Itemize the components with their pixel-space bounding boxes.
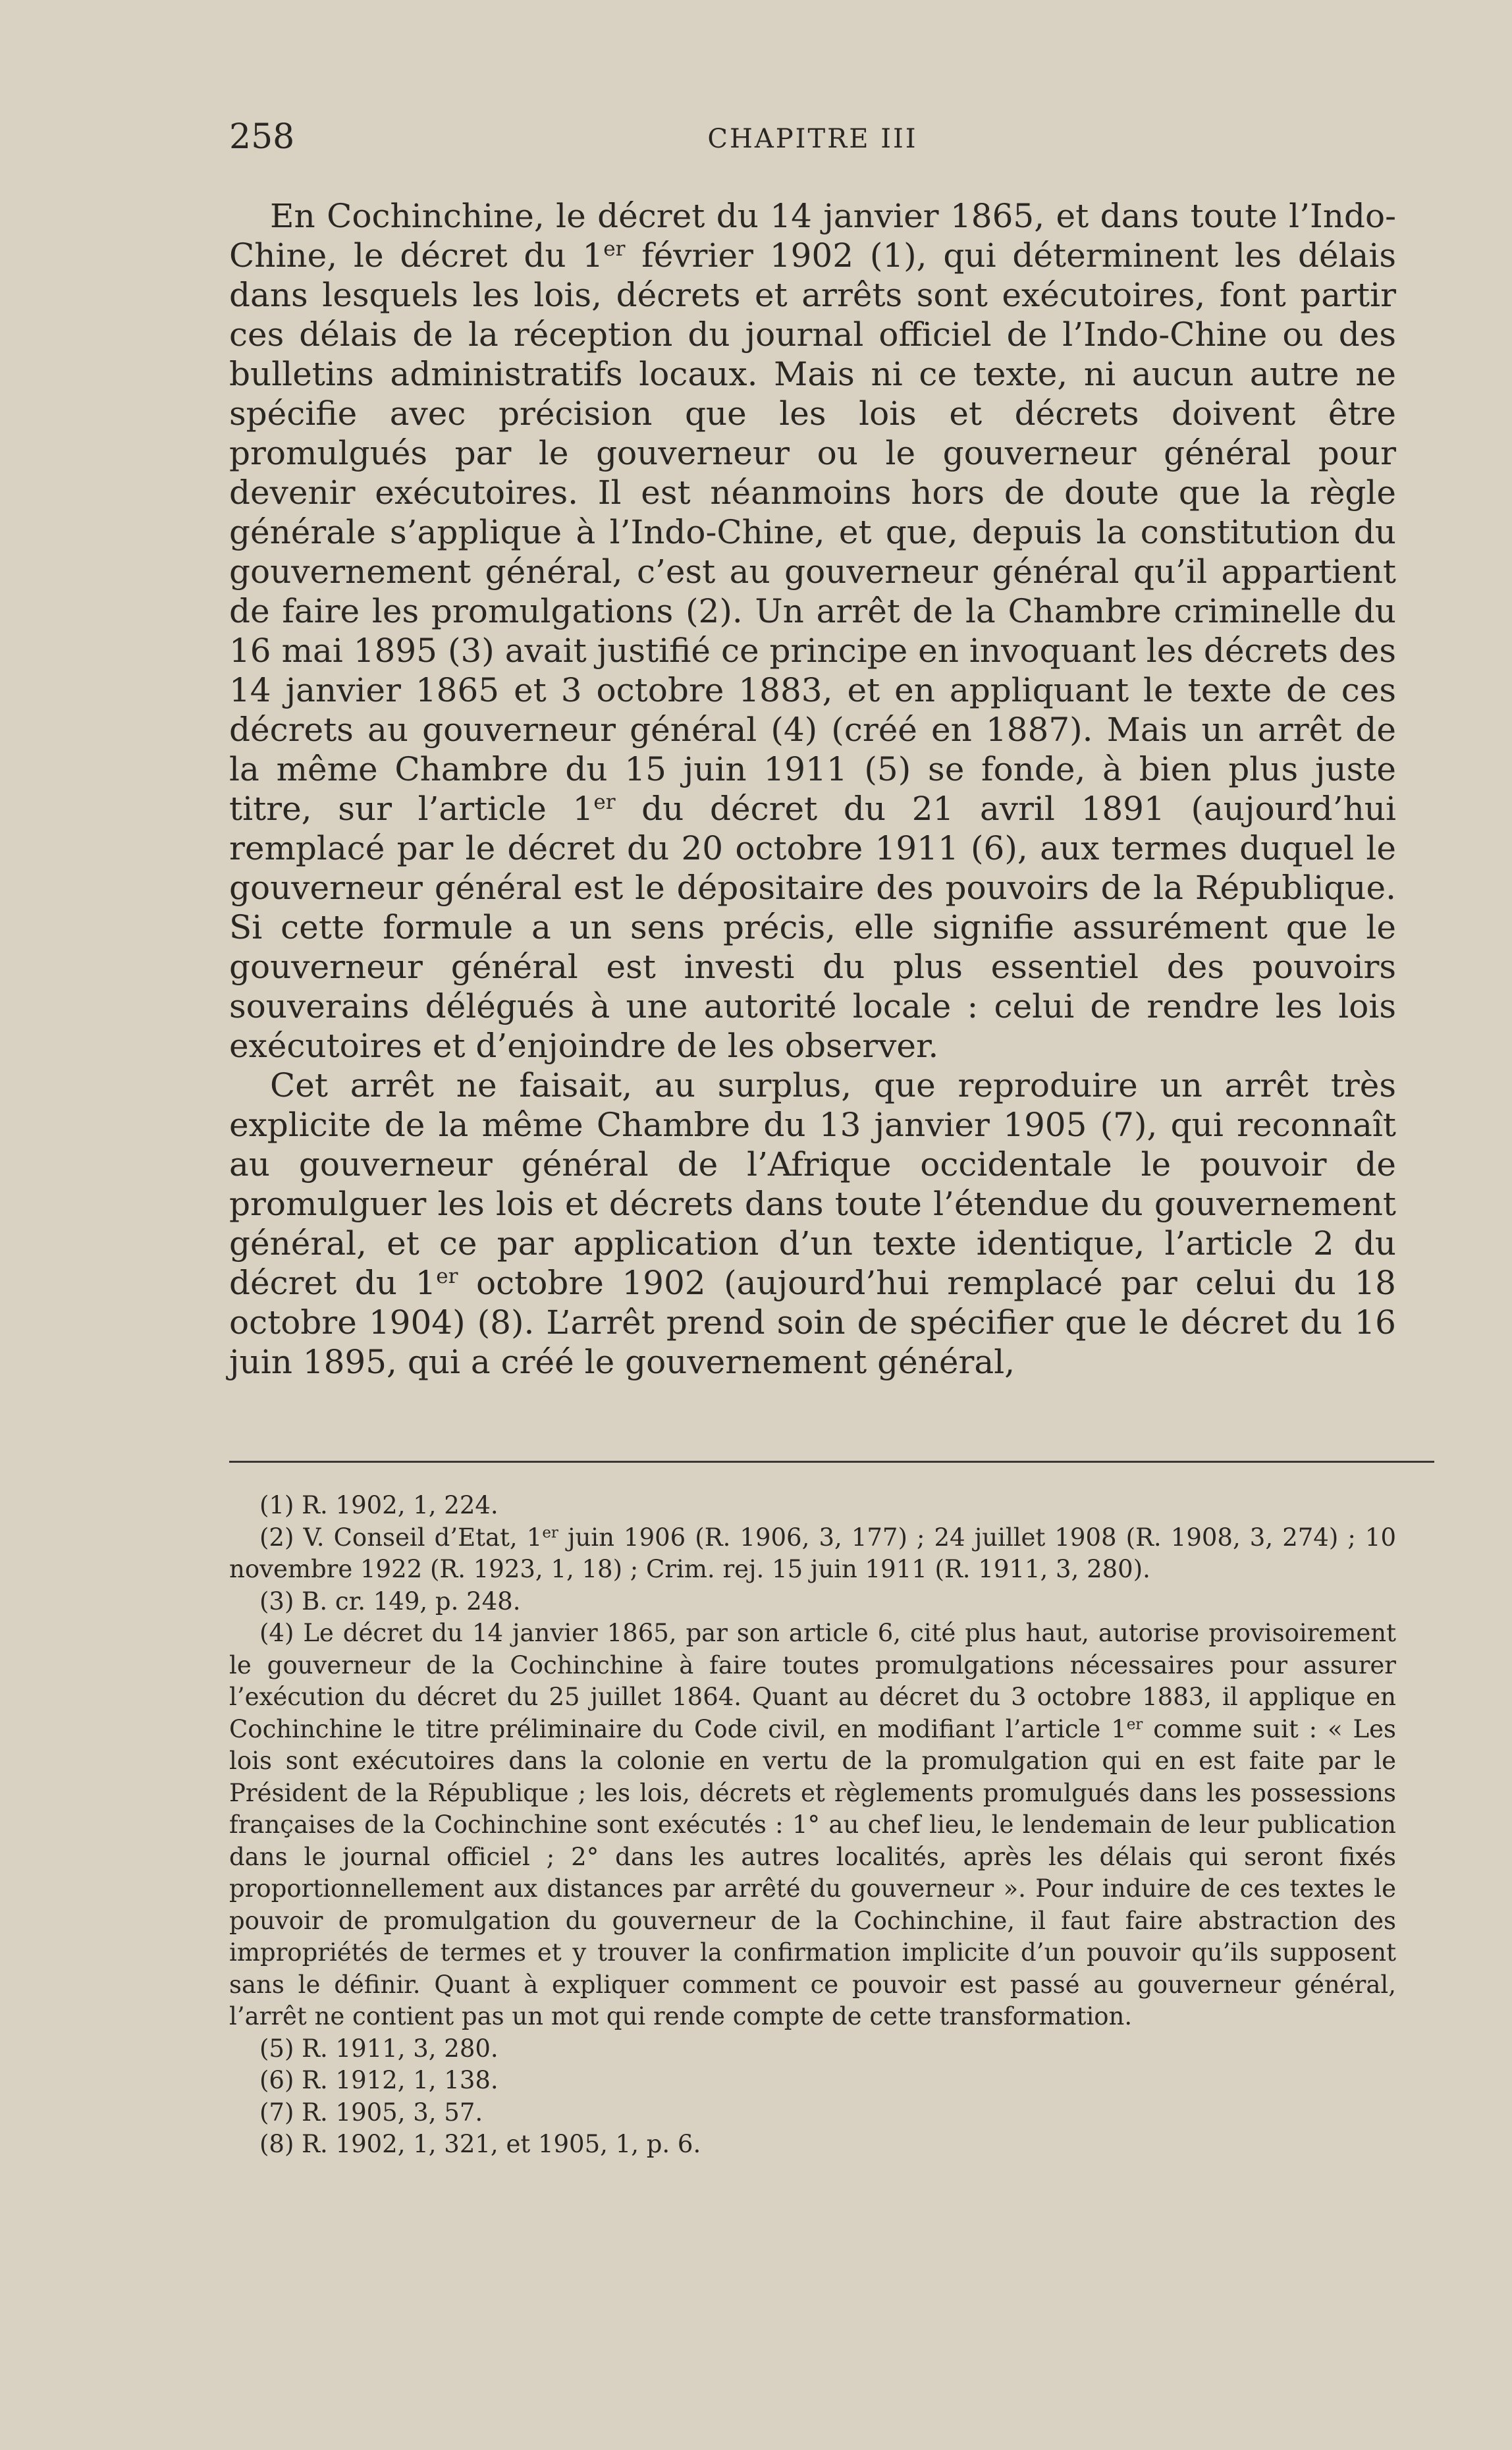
footnote-3: (3) B. cr. 149, p. 248. (259, 1587, 521, 1616)
page-number: 258 (229, 117, 295, 157)
footnote-5: (5) R. 1911, 3, 280. (259, 2034, 499, 2063)
paragraph-1: En Cochinchine, le décret du 14 janvier 1865, et dans toute l’Indo-Chine, le décret du 1er février 1902 (1), qui déterminent les délais dans lesquels les lois, décrets et arrêts sont exécutoires, font partir ces délais de la réception du journal officiel de l’Indo-Chine ou des bulletins administratifs locaux. Mais ni ce texte, ni aucun autre ne spécifie avec précision que les lois et décrets doivent être promulgués par le gouverneur ou le gouverneur général pour devenir exécutoires. Il est néanmoins hors de doute que la règle générale s’applique à l’Indo-Chine, et que, depuis la constitution du gouvernement général, c’est au gouverneur général qu’il appartient de faire les promulgations (2). Un arrêt de la Chambre criminelle du 16 mai 1895 (3) avait justifié ce principe en invoquant les décrets des 14 janvier 1865 et 3 octobre 1883, et en appliquant le texte de ces décrets au gouverneur général (4) (créé en 1887). Mais un arrêt de la même Chambre du 15 juin 1911 (5) se fonde, à bien plus juste titre, sur l’article 1er du décret du 21 avril 1891 (aujourd’hui remplacé par le décret du 20 octobre 1911 (6), aux termes duquel le gouverneur général est le dépositaire des pouvoirs de la République. Si cette formule a un sens précis, elle signifie assurément que le gouverneur général est investi du plus essentiel des pouvoirs souverains délégués à une autorité locale : celui de rendre les lois exécutoires et d’enjoindre de les observer. (229, 197, 1396, 1065)
footnote-7: (7) R. 1905, 3, 57. (259, 2098, 483, 2127)
footnote-4: (4) Le décret du 14 janvier 1865, par son article 6, cité plus haut, autorise provisoirement le gouverneur de la Cochinchine à faire toutes promulgations nécessaires pour assurer l’exécution du décret du 25 juillet 1864. Quant au décret du 3 octobre 1883, il applique en Cochinchine le titre préliminaire du Code civil, en modifiant l’article 1er comme suit : « Les lois sont exécutoires dans la colonie en vertu de la promulgation qui en est faite par le Président de la République ; les lois, décrets et règlements promulgués dans les possessions françaises de la Cochinchine sont exécutés : 1° au chef lieu, le lendemain de leur publication dans le journal officiel ; 2° dans les autres localités, après les délais qui seront fixés proportionnellement aux distances par arrêté du gouverneur ». Pour induire de ces textes le pouvoir de promulgation du gouverneur de la Cochinchine, il faut faire abstraction des impropriétés de termes et y trouver la confirmation implicite d’un pouvoir qu’ils supposent sans le définir. Quant à expliquer comment ce pouvoir est passé au gouverneur général, l’arrêt ne contient pas un mot qui rende compte de cette transformation. (229, 1619, 1397, 2030)
footnote-8: (8) R. 1902, 1, 321, et 1905, 1, p. 6. (259, 2130, 701, 2158)
footnotes (229, 1490, 1396, 2161)
footnote-1: (1) R. 1902, 1, 224. (259, 1491, 499, 1519)
page-header (229, 117, 1396, 163)
paragraph-2: Cet arrêt ne faisait, au surplus, que reproduire un arrêt très explicite de la même Chambre du 13 janvier 1905 (7), qui reconnaît au gouverneur général de l’Afrique occidentale le pouvoir de promulguer les lois et décrets dans toute l’étendue du gouvernement général, et ce par application d’un texte identique, l’article 2 du décret du 1er octobre 1902 (aujourd’hui remplacé par celui du 18 octobre 1904) (8). L’arrêt prend soin de spécifier que le décret du 16 juin 1895, qui a créé le gouvernement général, (229, 1066, 1396, 1381)
body-text (229, 196, 1396, 1382)
footnote-6: (6) R. 1912, 1, 138. (259, 2066, 499, 2094)
footnote-rule (229, 1461, 1434, 1463)
running-title: CHAPITRE III (707, 124, 918, 154)
footnote-2: (2) V. Conseil d’Etat, 1er juin 1906 (R. 1906, 3, 177) ; 24 juillet 1908 (R. 1908, 3, 274) ; 10 novembre 1922 (R. 1923, 1, 18) ; Crim. rej. 15 juin 1911 (R. 1911, 3, 280). (229, 1523, 1396, 1583)
